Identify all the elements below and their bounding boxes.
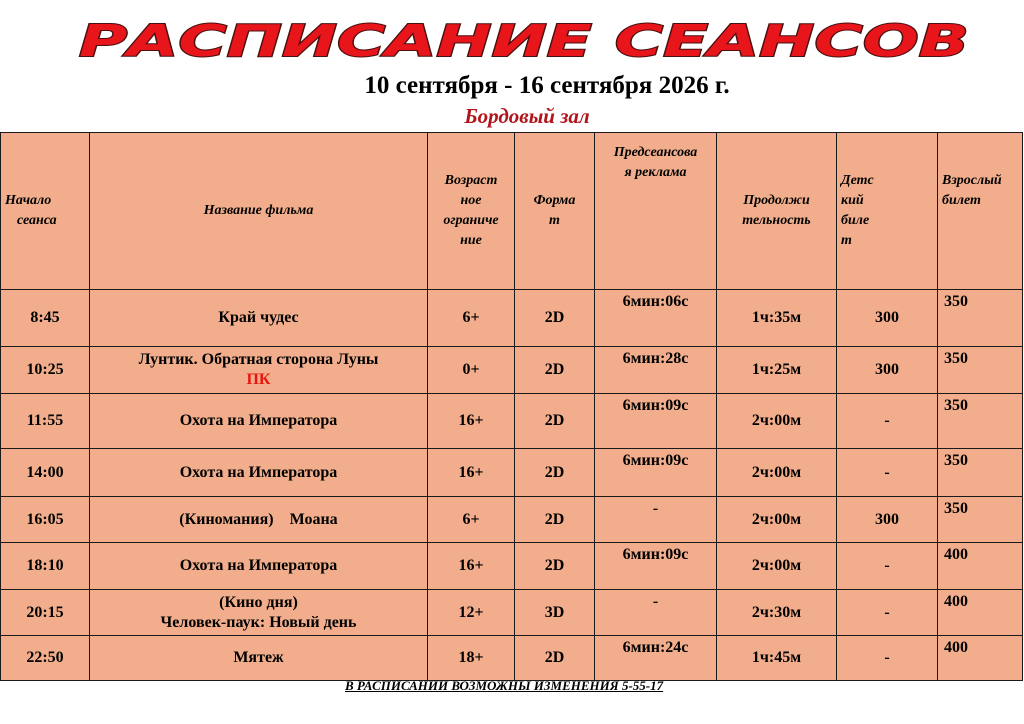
adult-price: 350 <box>938 347 1023 394</box>
film-format: 2D <box>515 636 595 681</box>
table-row <box>1 347 1023 394</box>
table-row <box>1 394 1023 449</box>
col-age-header: Возраст ное ограниче ние <box>428 133 515 290</box>
schedule-change-notice: В РАСПИСАНИИ ВОЗМОЖНЫ ИЗМЕНЕНИЯ 5-55-17 <box>345 678 664 693</box>
ads-duration: - <box>595 590 717 636</box>
film-format: 2D <box>515 290 595 347</box>
session-time: 8:45 <box>1 290 90 347</box>
ads-duration: 6мин:09с <box>595 394 717 449</box>
film-format: 2D <box>515 543 595 590</box>
col-duration-header: Продолжи тельность <box>717 133 837 290</box>
pk-tag: ПК <box>246 371 271 388</box>
date-range: 10 сентября - 16 сентября 2026 г. <box>364 72 730 99</box>
schedule-banner <box>0 14 1024 70</box>
child-price: 300 <box>837 347 938 394</box>
age-rating: 16+ <box>428 543 515 590</box>
film-title: Охота на Императора <box>90 543 428 590</box>
ads-duration: 6мин:28с <box>595 347 717 394</box>
ads-duration: 6мин:09с <box>595 449 717 497</box>
adult-price: 400 <box>938 636 1023 681</box>
film-duration: 2ч:00м <box>717 449 837 497</box>
film-duration: 2ч:00м <box>717 394 837 449</box>
col-start-header: Начало сеанса <box>1 133 90 290</box>
age-rating: 12+ <box>428 590 515 636</box>
ads-duration: 6мин:09с <box>595 543 717 590</box>
session-time: 14:00 <box>1 449 90 497</box>
session-time: 18:10 <box>1 543 90 590</box>
film-title: (Киномания) Моана <box>90 497 428 543</box>
table-row <box>1 590 1023 636</box>
session-time: 22:50 <box>1 636 90 681</box>
age-rating: 6+ <box>428 290 515 347</box>
film-format: 2D <box>515 497 595 543</box>
age-rating: 16+ <box>428 394 515 449</box>
ads-duration: - <box>595 497 717 543</box>
col-adult-header: Взрослый билет <box>938 133 1023 290</box>
header-row <box>1 133 1023 290</box>
age-rating: 0+ <box>428 347 515 394</box>
adult-price: 400 <box>938 590 1023 636</box>
table-row <box>1 290 1023 347</box>
table-row <box>1 497 1023 543</box>
child-price: 300 <box>837 290 938 347</box>
ads-duration: 6мин:06с <box>595 290 717 347</box>
table-row <box>1 636 1023 681</box>
session-time: 16:05 <box>1 497 90 543</box>
schedule-table <box>0 132 1023 681</box>
table-row <box>1 449 1023 497</box>
film-title: Охота на Императора <box>90 394 428 449</box>
child-price: 300 <box>837 497 938 543</box>
film-title: Край чудес <box>90 290 428 347</box>
session-time: 20:15 <box>1 590 90 636</box>
film-format: 2D <box>515 394 595 449</box>
film-format: 2D <box>515 449 595 497</box>
film-title: (Кино дня) Человек-паук: Новый день <box>90 590 428 636</box>
film-duration: 2ч:00м <box>717 543 837 590</box>
age-rating: 18+ <box>428 636 515 681</box>
col-format-header: Форма т <box>515 133 595 290</box>
table-row <box>1 543 1023 590</box>
child-price: - <box>837 543 938 590</box>
film-duration: 2ч:30м <box>717 590 837 636</box>
child-price: - <box>837 394 938 449</box>
child-price: - <box>837 636 938 681</box>
film-duration: 1ч:35м <box>717 290 837 347</box>
child-price: - <box>837 449 938 497</box>
film-format: 2D <box>515 347 595 394</box>
adult-price: 350 <box>938 449 1023 497</box>
adult-price: 350 <box>938 497 1023 543</box>
session-time: 11:55 <box>1 394 90 449</box>
adult-price: 400 <box>938 543 1023 590</box>
adult-price: 350 <box>938 290 1023 347</box>
film-duration: 1ч:45м <box>717 636 837 681</box>
film-title: Лунтик. Обратная сторона Луны ПК <box>90 347 428 394</box>
hall-name: Бордовый зал <box>464 104 590 128</box>
film-format: 3D <box>515 590 595 636</box>
banner-title: РАСПИСАНИЕ СЕАНСОВ <box>79 16 969 67</box>
adult-price: 350 <box>938 394 1023 449</box>
age-rating: 6+ <box>428 497 515 543</box>
film-duration: 2ч:00м <box>717 497 837 543</box>
col-title-header: Название фильма <box>90 133 428 290</box>
session-time: 10:25 <box>1 347 90 394</box>
film-duration: 1ч:25м <box>717 347 837 394</box>
age-rating: 16+ <box>428 449 515 497</box>
col-child-header: Детс кий биле т <box>837 133 938 290</box>
film-title: Мятеж <box>90 636 428 681</box>
col-ads-header: Предсеансова я реклама <box>595 133 717 290</box>
child-price: - <box>837 590 938 636</box>
ads-duration: 6мин:24с <box>595 636 717 681</box>
film-title: Охота на Императора <box>90 449 428 497</box>
